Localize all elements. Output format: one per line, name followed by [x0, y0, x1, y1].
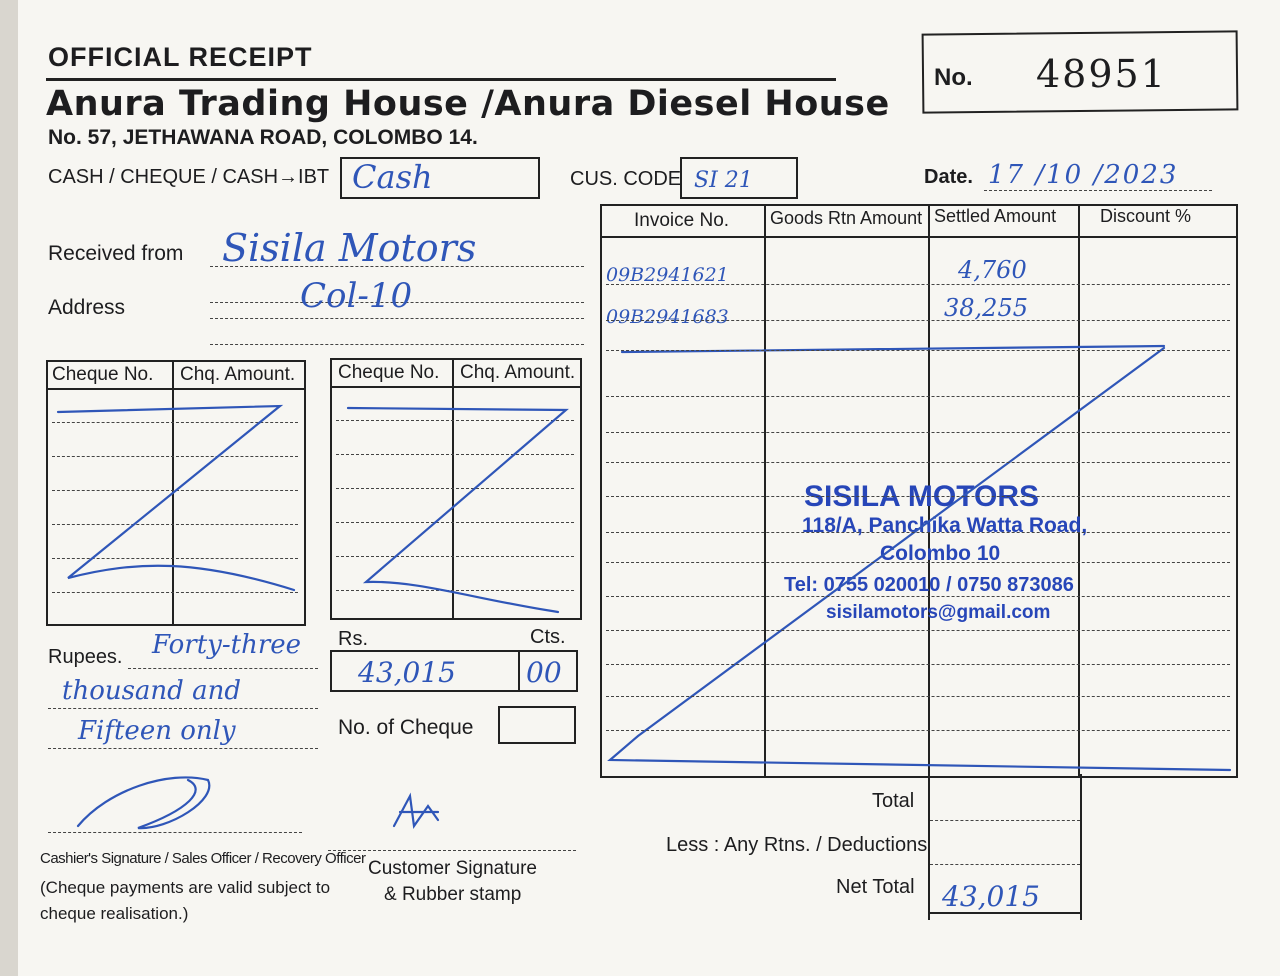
stamp-line-1: 118/A, Panchika Watta Road, — [802, 514, 1088, 537]
invoice-row-line — [606, 630, 1230, 631]
cheque-1-cancel-stroke — [58, 406, 294, 590]
stamp-line-2: Colombo 10 — [880, 542, 1001, 565]
date-value: 17 /10 /2023 — [988, 160, 1179, 190]
company-address: No. 57, JETHAWANA ROAD, COLOMBO 14. — [48, 126, 478, 149]
deductions-label: Less : Any Rtns. / Deductions — [666, 834, 928, 856]
invoice-header-invoice: Invoice No. — [634, 210, 730, 231]
stamp-email: sisilamotors@gmail.com — [826, 602, 1051, 623]
net-total-value: 43,015 — [942, 880, 1040, 913]
rs-value: 43,015 — [358, 656, 456, 689]
invoice-row-line — [606, 562, 1230, 563]
company-name: Anura Trading House /Anura Diesel House — [46, 84, 890, 124]
invoice-row-1-settled: 4,760 — [958, 256, 1027, 284]
cheque-table-2-col2: Chq. Amount. — [460, 362, 576, 383]
received-from-value: Sisila Motors — [222, 226, 477, 270]
rupees-label: Rupees. — [48, 646, 123, 668]
pen-strokes — [18, 0, 1280, 976]
cheque-table-1-col1: Cheque No. — [52, 364, 154, 385]
net-total-label: Net Total — [836, 876, 915, 898]
invoice-header-settled: Settled Amount — [934, 206, 1057, 226]
invoice-row-line — [606, 532, 1230, 533]
cashier-signature-stroke — [78, 777, 209, 828]
total-label: Total — [872, 790, 915, 812]
invoice-row-1-number: 09B2941621 — [606, 264, 729, 286]
rupees-words-1: Forty-three — [152, 630, 302, 660]
invoice-row-2-number: 09B2941683 — [606, 306, 729, 328]
invoice-row-line — [606, 664, 1230, 665]
payment-mode-label: CASH / CHEQUE / CASH→IBT — [48, 166, 330, 188]
rubber-stamp-label: & Rubber stamp — [384, 884, 522, 905]
cheque-count-label: No. of Cheque — [338, 716, 474, 739]
cheque-note-1: (Cheque payments are valid subject to — [40, 878, 331, 897]
invoice-row-line — [606, 462, 1230, 463]
receipt-number: 48951 — [1036, 52, 1167, 96]
invoice-total-rule-stroke — [622, 346, 1164, 352]
cheque-table-2-col1: Cheque No. — [338, 362, 440, 383]
invoice-row-line — [606, 596, 1230, 597]
stamp-name: SISILA MOTORS — [804, 480, 1040, 513]
cheque-2-cancel-stroke — [348, 408, 566, 612]
receipt-title: OFFICIAL RECEIPT — [48, 42, 313, 72]
invoice-header-discount: Discount % — [1100, 206, 1192, 226]
customer-signature-label: Customer Signature — [368, 858, 537, 879]
invoice-row-line — [606, 432, 1230, 433]
invoice-header-goods-rtn: Goods Rtn Amount — [770, 208, 923, 228]
invoice-cancel-stroke — [610, 348, 1230, 770]
invoice-row-line — [606, 320, 1230, 321]
invoice-row-2-settled: 38,255 — [944, 294, 1028, 322]
cus-code-value: SI 21 — [694, 168, 753, 193]
invoice-row-line — [606, 696, 1230, 697]
invoice-row-line — [606, 396, 1230, 397]
payment-mode-value: Cash — [352, 158, 433, 196]
cashier-signature-label: Cashier's Signature / Sales Officer / Recovery Officer — [40, 850, 366, 867]
rupees-words-3: Fifteen only — [78, 716, 236, 746]
receipt-paper — [18, 0, 1280, 976]
address-value: Col-10 — [300, 276, 413, 316]
receipt-number-label: No. — [934, 64, 973, 91]
cheque-note-2: cheque realisation.) — [40, 904, 189, 923]
invoice-row-line — [606, 496, 1230, 497]
invoice-row-line — [606, 350, 1230, 351]
rs-label: Rs. — [338, 628, 368, 650]
invoice-row-line — [606, 284, 1230, 285]
cts-value: 00 — [526, 656, 562, 689]
cheque-table-1-col2: Chq. Amount. — [180, 364, 296, 385]
cus-code-label: CUS. CODE — [570, 168, 682, 190]
customer-signature-stroke — [394, 796, 438, 826]
address-label: Address — [48, 296, 126, 319]
received-from-label: Received from — [48, 242, 184, 265]
invoice-row-line — [606, 730, 1230, 731]
date-label: Date. — [924, 166, 973, 188]
cts-label: Cts. — [530, 626, 566, 648]
rupees-words-2: thousand and — [62, 676, 241, 706]
stamp-tel: Tel: 0755 020010 / 0750 873086 — [784, 574, 1074, 596]
